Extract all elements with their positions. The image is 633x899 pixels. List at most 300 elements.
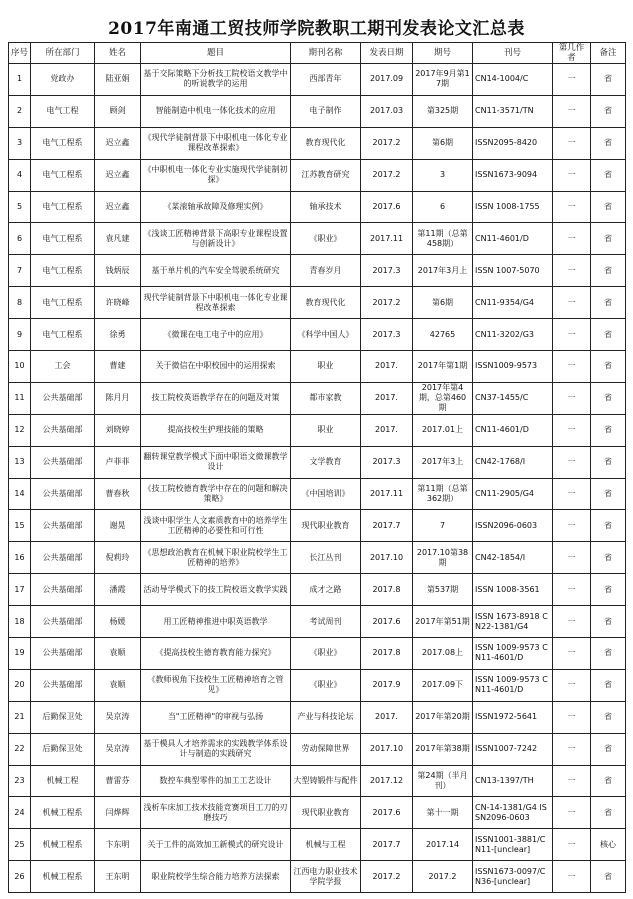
cell-remark: 省	[591, 95, 626, 127]
table-row	[9, 542, 626, 574]
cell-issue: 2017年第51期	[413, 606, 473, 638]
cell-publish-date: 2017.10	[361, 733, 413, 765]
cell-department: 公共基础部	[31, 638, 95, 670]
cell-issue: 第24期（半月刊）	[413, 765, 473, 797]
cell-journal-code: CN11-2905/G4	[473, 478, 553, 510]
cell-author: 王东明	[95, 861, 141, 893]
cell-journal: 《职业》	[291, 638, 361, 670]
cell-index: 8	[9, 287, 31, 319]
cell-author: 袁顺	[95, 669, 141, 701]
cell-title: 《中职机电一体化专业实施现代学徒制初探》	[141, 159, 291, 191]
cell-issue: 第十一期	[413, 797, 473, 829]
table-row	[9, 191, 626, 223]
cell-remark: 省	[591, 382, 626, 414]
cell-author: 潘霞	[95, 574, 141, 606]
cell-journal-code: CN11-4601/D	[473, 223, 553, 255]
cell-journal-code: CN11-4601/D	[473, 414, 553, 446]
cell-publish-date: 2017.	[361, 414, 413, 446]
cell-journal: 西部青年	[291, 64, 361, 96]
cell-author: 曹建	[95, 351, 141, 383]
cell-issue: 2017年第20期	[413, 701, 473, 733]
cell-journal: 职业	[291, 414, 361, 446]
cell-index: 19	[9, 638, 31, 670]
cell-index: 18	[9, 606, 31, 638]
cell-journal: 文学教育	[291, 446, 361, 478]
cell-issue: 2017年3上	[413, 446, 473, 478]
cell-author: 杨媛	[95, 606, 141, 638]
header-author: 姓名	[95, 43, 141, 64]
cell-journal-code: ISSN1007-7242	[473, 733, 553, 765]
cell-author: 徐勇	[95, 319, 141, 351]
cell-title: 用工匠精神推进中职英语教学	[141, 606, 291, 638]
table-header-row	[9, 43, 626, 64]
cell-journal-code: ISSN 1007-5070	[473, 255, 553, 287]
table-row	[9, 797, 626, 829]
cell-journal-code: CN11-3202/G3	[473, 319, 553, 351]
table-row	[9, 255, 626, 287]
cell-journal: 机械与工程	[291, 829, 361, 861]
cell-journal-code: ISSN 1673-8918 CN22-1381/G4	[473, 606, 553, 638]
cell-title: 浅析车床加工技术技能竞赛项目工刀的刃磨技巧	[141, 797, 291, 829]
cell-department: 公共基础部	[31, 478, 95, 510]
cell-index: 17	[9, 574, 31, 606]
cell-index: 11	[9, 382, 31, 414]
cell-issue: 2017年第1期	[413, 351, 473, 383]
cell-journal-code: ISSN2095-8420	[473, 127, 553, 159]
cell-department: 工会	[31, 351, 95, 383]
cell-title: 现代学徒制背景下中职机电一体化专业课程改革探索	[141, 287, 291, 319]
cell-issue: 第11期（总第362期）	[413, 478, 473, 510]
cell-journal: 长江丛刊	[291, 542, 361, 574]
table-row	[9, 701, 626, 733]
cell-issue: 2017.10第38期	[413, 542, 473, 574]
cell-index: 1	[9, 64, 31, 96]
cell-title: 《现代学徒制背景下中职机电一体化专业课程改革探索》	[141, 127, 291, 159]
cell-author-rank: 一	[553, 638, 591, 670]
cell-author: 卞东明	[95, 829, 141, 861]
cell-remark: 省	[591, 574, 626, 606]
cell-journal: 都市家教	[291, 382, 361, 414]
cell-remark: 省	[591, 797, 626, 829]
cell-publish-date: 2017.2	[361, 861, 413, 893]
cell-title: 提高技校生护理技能的策略	[141, 414, 291, 446]
cell-author-rank: 一	[553, 669, 591, 701]
cell-department: 公共基础部	[31, 669, 95, 701]
cell-author: 迟立鑫	[95, 191, 141, 223]
cell-remark: 省	[591, 64, 626, 96]
cell-journal-code: CN-14-1381/G4 ISSN2096-0603	[473, 797, 553, 829]
header-index: 序号	[9, 43, 31, 64]
cell-title: 活动导学模式下的技工院校语文教学实践	[141, 574, 291, 606]
cell-journal: 现代职业教育	[291, 510, 361, 542]
cell-journal-code: CN42-1768/I	[473, 446, 553, 478]
table-row	[9, 223, 626, 255]
table-row	[9, 669, 626, 701]
cell-journal-code: CN13-1397/TH	[473, 765, 553, 797]
cell-index: 23	[9, 765, 31, 797]
header-issue: 期号	[413, 43, 473, 64]
cell-title: 《提高技校生德育教育能力探究》	[141, 638, 291, 670]
cell-publish-date: 2017.12	[361, 765, 413, 797]
table-body	[9, 64, 626, 893]
cell-journal-code: ISSN 1008-1755	[473, 191, 553, 223]
cell-author-rank: 一	[553, 159, 591, 191]
cell-remark: 省	[591, 191, 626, 223]
cell-remark: 省	[591, 478, 626, 510]
cell-journal: 劳动保障世界	[291, 733, 361, 765]
cell-author: 袁凡建	[95, 223, 141, 255]
cell-department: 电气工程系	[31, 287, 95, 319]
cell-author-rank: 一	[553, 255, 591, 287]
cell-publish-date: 2017.8	[361, 574, 413, 606]
cell-author-rank: 一	[553, 382, 591, 414]
cell-journal-code: CN37-1455/C	[473, 382, 553, 414]
cell-department: 公共基础部	[31, 414, 95, 446]
cell-publish-date: 2017.2	[361, 127, 413, 159]
cell-author: 陈月月	[95, 382, 141, 414]
cell-title: 《某滚轴承故障及修理实例》	[141, 191, 291, 223]
cell-journal-code: ISSN1009-9573	[473, 351, 553, 383]
cell-index: 20	[9, 669, 31, 701]
cell-index: 16	[9, 542, 31, 574]
cell-journal-code: CN14-1004/C	[473, 64, 553, 96]
table-row	[9, 95, 626, 127]
table-row	[9, 446, 626, 478]
header-remark: 备注	[591, 43, 626, 64]
cell-department: 电气工程系	[31, 159, 95, 191]
table-row	[9, 351, 626, 383]
cell-index: 10	[9, 351, 31, 383]
cell-remark: 省	[591, 159, 626, 191]
cell-issue: 2017年9月第17期	[413, 64, 473, 96]
table-row	[9, 159, 626, 191]
cell-department: 后勤保卫处	[31, 733, 95, 765]
cell-journal-code: ISSN 1009-9573 CN11-4601/D	[473, 638, 553, 670]
cell-issue: 第11期（总第458期）	[413, 223, 473, 255]
cell-journal-code: ISSN 1009-9573 CN11-4601/D	[473, 669, 553, 701]
cell-remark: 核心	[591, 829, 626, 861]
cell-title: 《浅谈工匠精神背景下高职专业课程设置与创新设计》	[141, 223, 291, 255]
cell-index: 5	[9, 191, 31, 223]
cell-publish-date: 2017.3	[361, 446, 413, 478]
cell-journal: 成才之路	[291, 574, 361, 606]
cell-title: 关于工件的高效加工新模式的研究设计	[141, 829, 291, 861]
cell-department: 公共基础部	[31, 574, 95, 606]
cell-issue: 2017.01上	[413, 414, 473, 446]
cell-title: 翻转课堂教学模式下面中职语文微课教学设计	[141, 446, 291, 478]
cell-index: 3	[9, 127, 31, 159]
cell-department: 公共基础部	[31, 606, 95, 638]
cell-remark: 省	[591, 255, 626, 287]
cell-index: 22	[9, 733, 31, 765]
table-row	[9, 478, 626, 510]
cell-author: 袁顺	[95, 638, 141, 670]
cell-author-rank: 一	[553, 829, 591, 861]
paper-summary-table	[8, 42, 626, 893]
cell-department: 电气工程系	[31, 127, 95, 159]
table-row	[9, 382, 626, 414]
cell-remark: 省	[591, 638, 626, 670]
cell-author-rank: 一	[553, 478, 591, 510]
cell-journal-code: ISSN1001-3881/CN11-[unclear]	[473, 829, 553, 861]
cell-title: 基于交际策略下分析技工院校语文教学中的听说教学的运用	[141, 64, 291, 96]
cell-publish-date: 2017.6	[361, 797, 413, 829]
header-publish-date: 发表日期	[361, 43, 413, 64]
header-author-rank: 第几作者	[553, 43, 591, 64]
cell-remark: 省	[591, 446, 626, 478]
cell-author-rank: 一	[553, 223, 591, 255]
cell-publish-date: 2017.11	[361, 223, 413, 255]
cell-author-rank: 一	[553, 510, 591, 542]
cell-department: 机械工程系	[31, 861, 95, 893]
cell-title: 浅谈中职学生人文素质教育中的培养学生工匠精神的必要性和可行性	[141, 510, 291, 542]
cell-author-rank: 一	[553, 701, 591, 733]
cell-index: 6	[9, 223, 31, 255]
cell-journal-code: CN42-1854/I	[473, 542, 553, 574]
cell-author: 倪莉玲	[95, 542, 141, 574]
cell-publish-date: 2017.8	[361, 638, 413, 670]
cell-index: 21	[9, 701, 31, 733]
cell-journal-code: ISSN2096-0603	[473, 510, 553, 542]
cell-author: 许晓峰	[95, 287, 141, 319]
header-journal-code: 刊号	[473, 43, 553, 64]
cell-index: 7	[9, 255, 31, 287]
cell-publish-date: 2017.09	[361, 64, 413, 96]
cell-index: 25	[9, 829, 31, 861]
cell-author-rank: 一	[553, 765, 591, 797]
cell-publish-date: 2017.	[361, 701, 413, 733]
cell-journal: 《中国培训》	[291, 478, 361, 510]
cell-author: 卢菲菲	[95, 446, 141, 478]
cell-author-rank: 一	[553, 351, 591, 383]
page-title: 2017年南通工贸技师学院教职工期刊发表论文汇总表	[108, 19, 525, 39]
cell-journal: 江苏教育研究	[291, 159, 361, 191]
cell-author-rank: 一	[553, 64, 591, 96]
cell-department: 后勤保卫处	[31, 701, 95, 733]
cell-author-rank: 一	[553, 95, 591, 127]
cell-remark: 省	[591, 319, 626, 351]
cell-publish-date: 2017.2	[361, 287, 413, 319]
table-row	[9, 638, 626, 670]
cell-publish-date: 2017.6	[361, 191, 413, 223]
cell-title: 《技工院校德育教学中存在的问题和解决策略》	[141, 478, 291, 510]
cell-journal-code: CN11-9354/G4	[473, 287, 553, 319]
cell-author-rank: 一	[553, 606, 591, 638]
cell-author: 陆亚娟	[95, 64, 141, 96]
cell-remark: 省	[591, 606, 626, 638]
cell-remark: 省	[591, 701, 626, 733]
cell-journal: 考试周刊	[291, 606, 361, 638]
cell-issue: 第6期	[413, 287, 473, 319]
cell-issue: 2017年3月上	[413, 255, 473, 287]
cell-department: 电气工程系	[31, 319, 95, 351]
cell-department: 党政办	[31, 64, 95, 96]
header-department: 所在部门	[31, 43, 95, 64]
cell-index: 15	[9, 510, 31, 542]
cell-remark: 省	[591, 510, 626, 542]
cell-journal: 现代职业教育	[291, 797, 361, 829]
cell-issue: 2017年第38期	[413, 733, 473, 765]
cell-publish-date: 2017.7	[361, 510, 413, 542]
cell-title: 技工院校英语教学存在的问题及对策	[141, 382, 291, 414]
cell-index: 24	[9, 797, 31, 829]
cell-department: 公共基础部	[31, 382, 95, 414]
cell-author-rank: 一	[553, 446, 591, 478]
cell-publish-date: 2017.7	[361, 829, 413, 861]
cell-author-rank: 一	[553, 319, 591, 351]
cell-remark: 省	[591, 351, 626, 383]
cell-author: 迟立鑫	[95, 127, 141, 159]
cell-department: 机械工程	[31, 765, 95, 797]
table-row	[9, 733, 626, 765]
cell-author-rank: 一	[553, 191, 591, 223]
cell-remark: 省	[591, 414, 626, 446]
cell-department: 机械工程系	[31, 797, 95, 829]
table-row	[9, 319, 626, 351]
table-row	[9, 287, 626, 319]
cell-journal: 电子制作	[291, 95, 361, 127]
cell-department: 电气工程系	[31, 255, 95, 287]
cell-issue: 7	[413, 510, 473, 542]
cell-journal: 《职业》	[291, 669, 361, 701]
cell-title: 基于单片机的汽车安全驾驶系统研究	[141, 255, 291, 287]
cell-title: 《思想政治教育在机械下职业院校学生工匠精神的培养》	[141, 542, 291, 574]
cell-journal: 产业与科技论坛	[291, 701, 361, 733]
cell-publish-date: 2017.	[361, 351, 413, 383]
cell-author-rank: 一	[553, 733, 591, 765]
cell-remark: 省	[591, 861, 626, 893]
table-row	[9, 574, 626, 606]
cell-author: 刘晓婷	[95, 414, 141, 446]
cell-journal: 轴承技术	[291, 191, 361, 223]
cell-title: 职业院校学生综合能力培养方法探索	[141, 861, 291, 893]
table-row	[9, 765, 626, 797]
cell-journal: 教育现代化	[291, 127, 361, 159]
cell-remark: 省	[591, 542, 626, 574]
cell-remark: 省	[591, 669, 626, 701]
cell-publish-date: 2017.2	[361, 159, 413, 191]
cell-remark: 省	[591, 223, 626, 255]
table-row	[9, 606, 626, 638]
cell-author-rank: 一	[553, 287, 591, 319]
cell-issue: 42765	[413, 319, 473, 351]
cell-author: 钱炳辰	[95, 255, 141, 287]
cell-author-rank: 一	[553, 127, 591, 159]
cell-title: 当"工匠精神"的审视与弘扬	[141, 701, 291, 733]
cell-journal: 江西电力职业技术学院学报	[291, 861, 361, 893]
cell-journal-code: ISSN1673-9094	[473, 159, 553, 191]
cell-journal: 《科学中国人》	[291, 319, 361, 351]
cell-journal-code: ISSN 1008-3561	[473, 574, 553, 606]
cell-publish-date: 2017.3	[361, 255, 413, 287]
cell-journal: 大型铸锻件与配件	[291, 765, 361, 797]
cell-journal-code: CN11-3571/TN	[473, 95, 553, 127]
cell-department: 公共基础部	[31, 542, 95, 574]
cell-journal-code: ISSN1673-0097/CN36-[unclear]	[473, 861, 553, 893]
cell-issue: 第6期	[413, 127, 473, 159]
cell-author-rank: 一	[553, 861, 591, 893]
cell-title: 关于微信在中职校园中的运用探索	[141, 351, 291, 383]
cell-title: 《教师视角下技校生工匠精神培育之管见》	[141, 669, 291, 701]
cell-index: 26	[9, 861, 31, 893]
header-journal: 期刊名称	[291, 43, 361, 64]
cell-title: 数控车典型零件的加工工艺设计	[141, 765, 291, 797]
cell-author-rank: 一	[553, 797, 591, 829]
table-row	[9, 414, 626, 446]
cell-publish-date: 2017.03	[361, 95, 413, 127]
cell-issue: 第537期	[413, 574, 473, 606]
cell-publish-date: 2017.11	[361, 478, 413, 510]
cell-author-rank: 一	[553, 414, 591, 446]
cell-publish-date: 2017.3	[361, 319, 413, 351]
cell-index: 13	[9, 446, 31, 478]
cell-issue: 3	[413, 159, 473, 191]
cell-publish-date: 2017.6	[361, 606, 413, 638]
cell-journal-code: ISSN1972-5641	[473, 701, 553, 733]
table-row	[9, 127, 626, 159]
cell-issue: 2017年第4期，总第460期	[413, 382, 473, 414]
cell-remark: 省	[591, 287, 626, 319]
cell-issue: 2017.08上	[413, 638, 473, 670]
cell-department: 公共基础部	[31, 510, 95, 542]
cell-author: 吴京涛	[95, 733, 141, 765]
cell-author: 闫烨辉	[95, 797, 141, 829]
cell-author-rank: 一	[553, 574, 591, 606]
cell-author: 迟立鑫	[95, 159, 141, 191]
cell-publish-date: 2017.	[361, 382, 413, 414]
cell-department: 电气工程系	[31, 191, 95, 223]
cell-journal: 《职业》	[291, 223, 361, 255]
cell-remark: 省	[591, 765, 626, 797]
cell-department: 电气工程系	[31, 223, 95, 255]
cell-department: 机械工程系	[31, 829, 95, 861]
cell-author: 吴京涛	[95, 701, 141, 733]
cell-title: 智能制造中机电一体化技术的应用	[141, 95, 291, 127]
cell-journal: 职业	[291, 351, 361, 383]
cell-issue: 2017.14	[413, 829, 473, 861]
table-row	[9, 510, 626, 542]
table-row	[9, 829, 626, 861]
cell-publish-date: 2017.10	[361, 542, 413, 574]
cell-remark: 省	[591, 127, 626, 159]
table-row	[9, 64, 626, 96]
cell-title: 基于模具人才培养需求的实践教学体系设计与制造的实践研究	[141, 733, 291, 765]
cell-issue: 2017.09下	[413, 669, 473, 701]
cell-department: 电气工程	[31, 95, 95, 127]
cell-issue: 6	[413, 191, 473, 223]
cell-index: 14	[9, 478, 31, 510]
cell-journal: 青春岁月	[291, 255, 361, 287]
cell-author: 谢晃	[95, 510, 141, 542]
cell-issue: 2017.2	[413, 861, 473, 893]
cell-department: 公共基础部	[31, 446, 95, 478]
cell-index: 9	[9, 319, 31, 351]
cell-journal: 教育现代化	[291, 287, 361, 319]
cell-author: 顾剑	[95, 95, 141, 127]
cell-publish-date: 2017.9	[361, 669, 413, 701]
cell-author-rank: 一	[553, 542, 591, 574]
cell-index: 12	[9, 414, 31, 446]
table-row	[9, 861, 626, 893]
cell-index: 4	[9, 159, 31, 191]
cell-remark: 省	[591, 733, 626, 765]
cell-index: 2	[9, 95, 31, 127]
cell-issue: 第325期	[413, 95, 473, 127]
cell-title: 《微课在电工电子中的应用》	[141, 319, 291, 351]
cell-author: 曹春秋	[95, 478, 141, 510]
cell-author: 曹雷芬	[95, 765, 141, 797]
header-title: 题目	[141, 43, 291, 64]
